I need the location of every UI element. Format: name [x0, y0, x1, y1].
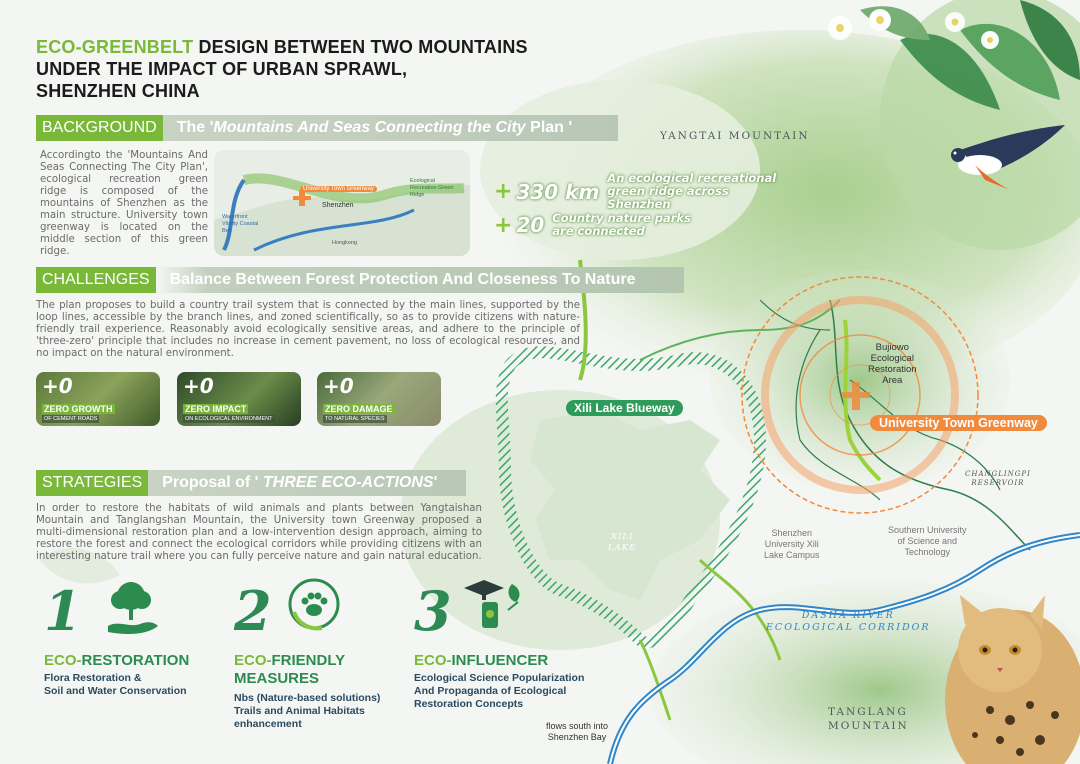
- sustech-line: of Science and: [897, 536, 958, 546]
- bujiowo-line: Area: [882, 375, 903, 386]
- shenzhen-university-label: [764, 528, 820, 561]
- xili-lake-label: [608, 532, 636, 554]
- stat-desc: Country nature parks are connected: [552, 211, 691, 238]
- stat-value: 330 km: [516, 179, 600, 204]
- title-highlight: ECO-GREENBELT: [36, 37, 194, 57]
- zero-label: +0: [42, 374, 73, 398]
- challenges-tag: CHALLENGES: [36, 267, 156, 293]
- title-line1: DESIGN BETWEEN TWO MOUNTAINS: [193, 37, 528, 57]
- inset-label-hongkong: Hongkong: [332, 240, 358, 246]
- title-line3: SHENZHEN CHINA: [36, 81, 200, 101]
- shenzhen-university-line: Shenzhen: [771, 528, 813, 538]
- graduation-phone-icon: [460, 574, 530, 634]
- changlingpi-line: RESERVOIR: [971, 479, 1025, 487]
- action-desc: [414, 672, 584, 711]
- background-text: Accordingto the 'Mountains And Seas Connecting The City Plan', ecological recreation green ridge is composed of the mountains of Shenzhen as the main structure. University town greenway is located on the middle section of this green ridge.: [40, 150, 208, 257]
- action-title: [234, 652, 345, 688]
- sustech-label: [888, 525, 967, 558]
- background-heading: [163, 115, 618, 141]
- paw-icon: [284, 574, 344, 634]
- action-desc-line: Trails and Animal Habitats: [234, 705, 365, 717]
- stat-value: 20: [516, 213, 545, 237]
- title-line2: UNDER THE IMPACT OF URBAN SPRAWL,: [36, 59, 408, 79]
- photo-sublabel: TO NATURAL SPECIES: [325, 416, 385, 422]
- flows-south-label: [546, 721, 608, 743]
- zero-label: +0: [183, 374, 214, 398]
- background-heading-prefix: The ': [176, 119, 214, 136]
- strategies-heading: [148, 470, 466, 496]
- action-prefix: ECO-: [414, 652, 452, 669]
- action-prefix: ECO-: [44, 652, 82, 669]
- photo-label: ZERO IMPACT: [185, 404, 247, 414]
- photo-zero-growth: [36, 372, 160, 426]
- dasha-river-label: [766, 610, 931, 634]
- action-desc-line: Restoration Concepts: [414, 698, 524, 710]
- stat-20-parks: [494, 212, 702, 238]
- photo-sublabel: ON ECOLOGICAL ENVIRONMENT: [185, 416, 273, 422]
- action-name: INFLUENCER: [451, 652, 549, 669]
- xili-lake-line: LAKE: [608, 543, 637, 553]
- strategies-section-header: [36, 470, 466, 496]
- plus-icon: +: [494, 212, 513, 238]
- changlingpi-line: CHANGLINGPI: [965, 470, 1031, 478]
- action-desc-line: Ecological Science Popularization: [414, 672, 585, 684]
- plus-icon: +: [494, 179, 513, 204]
- tanglang-line: TANGLANG: [828, 706, 908, 718]
- action-number: 3: [414, 579, 452, 643]
- action-name: RESTORATION: [81, 652, 190, 669]
- xili-blueway-pill: Xili Lake Blueway: [566, 400, 683, 416]
- leopard-cat-illustration: [945, 595, 1080, 764]
- tree-hand-icon: [100, 576, 162, 638]
- xili-lake-line: XILI: [610, 532, 634, 542]
- page-title: [36, 36, 528, 102]
- photo-zero-damage: [317, 372, 441, 426]
- bujiowo-label: [868, 342, 917, 386]
- background-heading-italic: Mountains And Seas Connecting the City: [213, 119, 526, 136]
- tanglang-line: MOUNTAIN: [828, 720, 909, 732]
- photo-label: ZERO GROWTH: [44, 404, 113, 414]
- background-tag: BACKGROUND: [36, 115, 163, 141]
- strategies-tag: STRATEGIES: [36, 470, 148, 496]
- action-desc-line: enhancement: [234, 718, 302, 730]
- changlingpi-label: [965, 470, 1031, 488]
- background-section-header: [36, 115, 618, 141]
- action-desc-line: And Propaganda of Ecological: [414, 685, 567, 697]
- sustech-line: Technology: [904, 547, 951, 557]
- action-desc: [234, 692, 380, 731]
- stat-desc: An ecological recreational green ridge across Shenzhen: [607, 171, 777, 211]
- shenzhen-university-line: University Xili: [764, 539, 819, 549]
- action-desc-line: Flora Restoration &: [44, 672, 142, 684]
- inset-label-shenzhen: Shenzhen: [322, 202, 354, 209]
- inset-label-ecological: Ecological Recreation Green Ridge: [410, 178, 454, 198]
- action-desc: [44, 672, 187, 698]
- sustech-line: Southern University: [888, 525, 967, 535]
- strategies-heading-suffix: ': [433, 474, 438, 491]
- bujiowo-line: Bujiowo: [875, 342, 909, 353]
- inset-label-waterfront: Waterfront Vitality Coastal Belt: [222, 214, 259, 234]
- tanglang-mountain-label: [828, 705, 909, 733]
- challenges-heading: Balance Between Forest Protection And Closeness To Nature: [156, 267, 684, 293]
- shenzhen-university-line: Lake Campus: [764, 550, 820, 560]
- action-number: 1: [44, 579, 82, 643]
- background-heading-suffix: Plan ': [525, 119, 573, 136]
- photo-sublabel: OF CEMENT ROADS: [44, 416, 98, 422]
- action-name-2: MEASURES: [234, 670, 320, 687]
- bujiowo-line: Ecological: [870, 353, 914, 364]
- strategies-heading-prefix: Proposal of ': [162, 474, 259, 491]
- action-title: [414, 652, 548, 670]
- photo-label: ZERO DAMAGE: [325, 404, 393, 414]
- flows-line: Shenzhen Bay: [547, 732, 607, 742]
- action-name: FRIENDLY: [271, 652, 346, 669]
- photo-zero-impact: [177, 372, 301, 426]
- zero-label: +0: [323, 374, 354, 398]
- dasha-line: DASHA RIVER: [801, 610, 895, 621]
- yangtai-mountain-label: YANGTAI MOUNTAIN: [660, 130, 810, 142]
- flows-line: flows south into: [546, 721, 609, 731]
- strategies-text: In order to restore the habitats of wild animals and plants between Yangtaishan Mountain and Tanglangshan Mountain, the University town Greenway proposed a multi-dimensional restoration plan and a low-intervention design approach, aiming to restore the forest and connect the ecological corridors while providing citizens with an interesting nature trail where you can fully perceive nature and gain natural education.: [36, 503, 482, 562]
- action-prefix: ECO-: [234, 652, 272, 669]
- inset-map: [214, 150, 470, 256]
- stat-330km: [494, 172, 793, 211]
- action-desc-line: Nbs (Nature-based solutions): [234, 692, 381, 704]
- challenges-section-header: [36, 267, 684, 293]
- inset-label-greenway: University Town Greenway: [300, 186, 377, 192]
- action-desc-line: Soil and Water Conservation: [44, 685, 187, 697]
- action-number: 2: [234, 579, 272, 643]
- university-town-greenway-pill: University Town Greenway: [870, 415, 1047, 431]
- challenges-text: The plan proposes to build a country trail system that is connected by the main lines, supported by the loop lines, accessible by the branch lines, and zoned scientifically, so as to provide citizens with nature-friendly trail experience. Reasonably avoid ecologically sensitive areas, and adhere to the principle of 'three-zero' principle that includes no increase in cement pavement, no loss of ecological resources, and no impact on the natural environment.: [36, 300, 580, 359]
- action-title: [44, 652, 189, 670]
- dasha-line: ECOLOGICAL CORRIDOR: [766, 622, 931, 633]
- bujiowo-line: Restoration: [868, 364, 917, 375]
- strategies-heading-italic: THREE ECO-ACTIONS: [258, 474, 434, 491]
